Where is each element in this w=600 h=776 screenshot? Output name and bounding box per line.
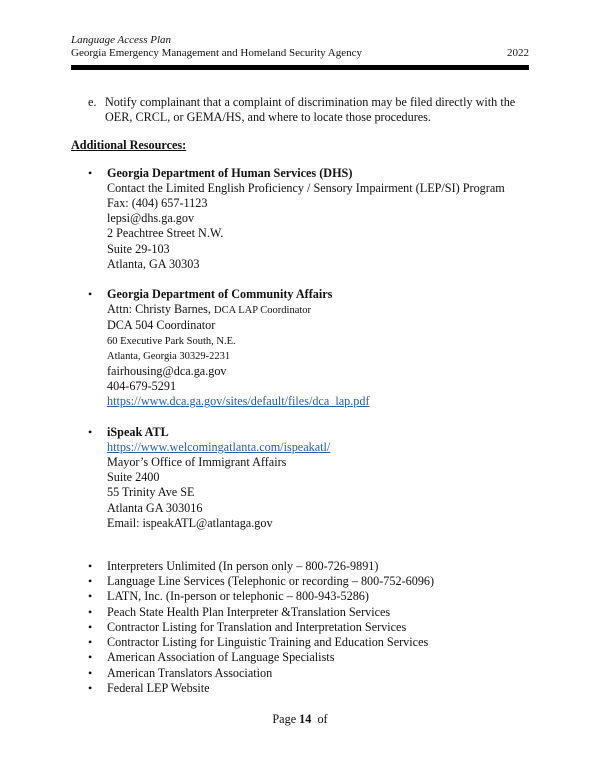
resource-dhs <box>71 166 531 272</box>
other-resources-list <box>71 559 531 696</box>
ispeak-link[interactable]: https://www.welcomingatlanta.com/ispeakatl/ <box>107 439 331 454</box>
resource-line: Mayor’s Office of Immigrant Affairs <box>107 455 287 470</box>
resource-line: Contact the Limited English Proficiency / Sensory Impairment (LEP/SI) Program <box>107 180 505 195</box>
resource-ispeak <box>71 425 531 531</box>
page-number: 14 <box>299 712 312 726</box>
resource-name: iSpeak ATL <box>107 424 169 439</box>
resource-city: Atlanta, Georgia 30329-2231 <box>107 350 231 362</box>
list-item-text: Language Line Services (Telephonic or recording – 800-752-6096) <box>107 574 435 589</box>
resource-attn <box>107 302 531 318</box>
page-footer <box>0 712 600 727</box>
bullet-icon: • <box>88 619 93 634</box>
list-item-e <box>71 95 531 125</box>
list-item-text: Federal LEP Website <box>107 680 210 695</box>
list-item <box>71 620 531 635</box>
page-of-label: of <box>311 712 328 726</box>
list-item-text: Contractor Listing for Translation and Interpretation Services <box>107 619 407 634</box>
bullet-icon: • <box>88 574 93 589</box>
resource-dca <box>71 287 531 410</box>
section-heading: Additional Resources: <box>71 138 187 153</box>
resource-fax: Fax: (404) 657-1123 <box>107 196 208 211</box>
list-item <box>71 681 531 696</box>
header-rule <box>71 65 529 70</box>
document-title: Language Access Plan <box>71 34 172 46</box>
header-agency-row <box>71 47 529 60</box>
bullet-icon: • <box>88 680 93 695</box>
bullet-icon: • <box>88 665 93 680</box>
resource-email: lepsi@dhs.ga.gov <box>107 211 195 226</box>
agency-name: Georgia Emergency Management and Homeland Security Agency <box>71 47 363 59</box>
list-item <box>71 650 531 665</box>
dca-lap-link[interactable]: https://www.dca.ga.gov/sites/default/files/dca_lap.pdf <box>107 394 370 409</box>
bullet-icon: • <box>88 650 93 665</box>
attn-title: DCA LAP Coordinator <box>213 305 312 317</box>
list-item <box>71 574 531 589</box>
bullet-icon: • <box>88 559 93 574</box>
bullet-icon: • <box>88 635 93 650</box>
bullet-icon: • <box>88 604 93 619</box>
resource-street: 2 Peachtree Street N.W. <box>107 226 224 241</box>
resource-name: Georgia Department of Community Affairs <box>107 287 333 302</box>
list-item <box>71 635 531 650</box>
resource-street: 60 Executive Park South, N.E. <box>107 335 236 347</box>
attn-name: Attn: Christy Barnes, <box>107 302 214 317</box>
list-item <box>71 666 531 681</box>
list-item-text: Contractor Listing for Linguistic Training and Education Services <box>107 635 429 650</box>
bullet-icon: • <box>88 165 93 180</box>
resource-street: 55 Trinity Ave SE <box>107 485 195 500</box>
resource-name: Georgia Department of Human Services (DHS) <box>107 165 353 180</box>
resource-email: fairhousing@dca.ga.gov <box>107 364 227 379</box>
resource-email: Email: ispeakATL@atlantaga.gov <box>107 515 273 530</box>
list-item <box>71 589 531 604</box>
resource-line: DCA 504 Coordinator <box>107 318 216 333</box>
resource-city: Atlanta, GA 30303 <box>107 256 200 271</box>
header-year: 2022 <box>507 47 529 59</box>
list-item-text: American Translators Association <box>107 665 273 680</box>
list-item-text: Interpreters Unlimited (In person only – 800-726-9891) <box>107 559 379 574</box>
list-item <box>71 605 531 620</box>
page-label: Page <box>272 712 300 726</box>
bullet-icon: • <box>88 589 93 604</box>
list-item-text: LATN, Inc. (In-person or telephonic – 800-943-5286) <box>107 589 369 604</box>
list-marker: e. <box>88 95 97 109</box>
resource-suite: Suite 2400 <box>107 470 160 485</box>
list-item <box>71 559 531 574</box>
bullet-icon: • <box>88 287 93 302</box>
list-item-text: American Association of Language Specialists <box>107 650 335 665</box>
page-content <box>71 95 531 696</box>
page-header <box>71 34 529 60</box>
list-item-text: Peach State Health Plan Interpreter &Translation Services <box>107 604 391 619</box>
list-item-text: Notify complainant that a complaint of discrimination may be filed directly with the OER, CRCL, or GEMA/HS, and where to locate those procedures. <box>105 95 516 125</box>
resource-city: Atlanta GA 303016 <box>107 500 203 515</box>
resource-phone: 404-679-5291 <box>107 379 177 394</box>
bullet-icon: • <box>88 424 93 439</box>
resource-suite: Suite 29-103 <box>107 241 170 256</box>
